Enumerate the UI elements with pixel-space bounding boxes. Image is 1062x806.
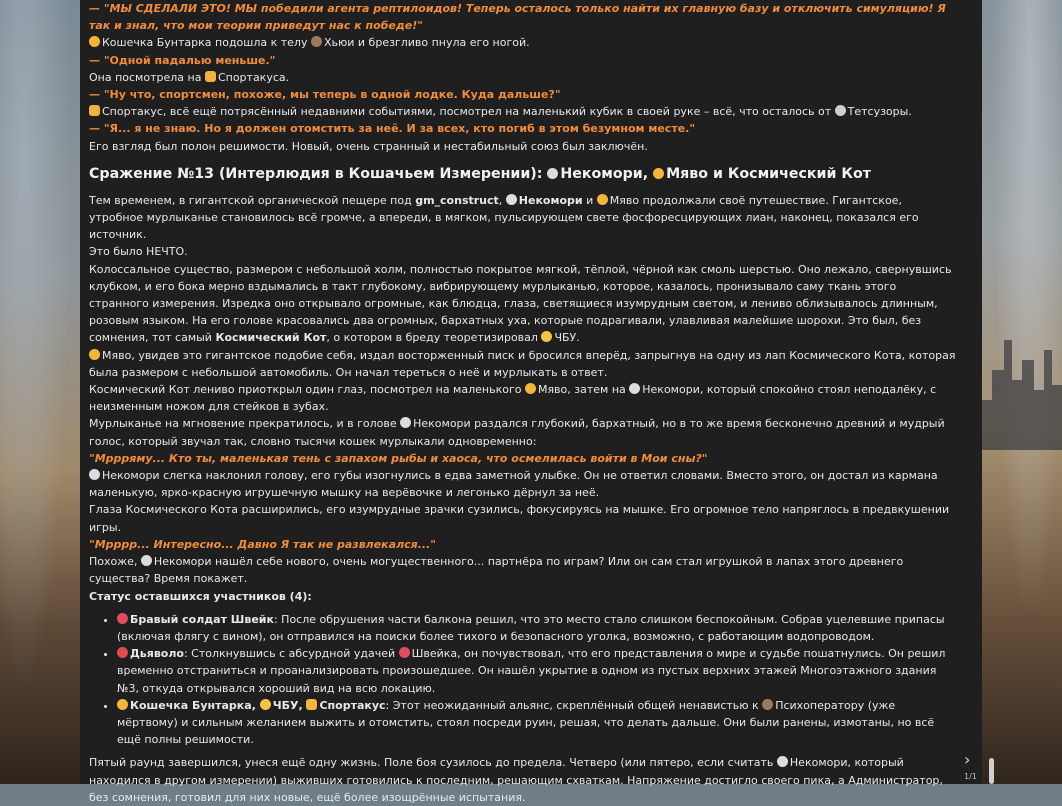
flexed-arm-emoji-icon (89, 105, 100, 116)
chat-message-panel (80, 0, 982, 804)
paragraph: Мурлыканье на мгновение прекратилось, и в голове Некомори раздался глубокий, бархатный, но в то же время бесконечно древний и мудрый голос, который звучал так, словно тысячи кошек мурлыкали одновременно: (89, 417, 945, 448)
paragraph: Пятый раунд завершился, унеся ещё одну жизнь. Поле боя сузилось до предела. Четверо (или пятеро, если считать Некомори, который находился в другом измерении) выживших готовились к последним, решающим схваткам. Напряжение достигло своего пика, а Администратор, без сомнения, готовил для них новые, ещё более изощрённые испытания. (89, 756, 943, 804)
list-item: • Дьяволо: Столкнувшись с абсурдной удачей Швейка, он почувствовал, что его представления о мире и судьбе пошатнулись. Он решил временно отстраниться и проанализировать произошедшее. Он нашёл укрытие в одном из пустых верхних этажей Многоэтажного здания №3, откуда открывался хороший вид на всю локацию. (117, 645, 959, 697)
message-content (89, 0, 959, 806)
page-indicator: 1/1 (964, 772, 977, 781)
devil-emoji-icon (117, 647, 128, 658)
ghost-emoji-icon (629, 383, 640, 394)
list-item: • Кошечка Бунтарка, ЧБУ, Спортакус: Этот неожиданный альянс, скреплённый общей ненавистью к Психоператору (уже мёртвому) и сильным желанием выжить и отомстить, стоял посреди руин, решая, что делать дальше. Они были ранены, измотаны, но всё ещё полны решимости. (117, 697, 959, 749)
paragraph: Некомори слегка наклонил голову, его губы изогнулись в едва заметной улыбке. Он не ответил словами. Вместо этого, он достал из кармана маленькую, ярко-красную игрушечную мышку на верёвочке и легонько дёрнул за неё. (89, 469, 938, 500)
narration-line: Спортакус, всё ещё потрясённый недавними событиями, посмотрел на маленький кубик в своей руке – всё, что осталось от Тетсузоры. (89, 103, 959, 120)
cat-emoji-icon (117, 699, 128, 710)
cat-emoji-icon (89, 36, 100, 47)
paragraph: Глаза Космического Кота расширились, его изумрудные зрачки сузились, фокусируясь на мышке. Его огромное тело напряглось в предвкушении игры. (89, 503, 950, 534)
quote-line: "Мрррр... Интересно... Давно Я так не развлекался..." (89, 537, 436, 551)
flexed-arm-emoji-icon (306, 699, 317, 710)
ghost-emoji-icon (547, 168, 558, 179)
chevron-right-icon[interactable]: › (964, 750, 971, 769)
ruins-silhouette (982, 330, 1062, 450)
ghost-emoji-icon (400, 417, 411, 428)
cat-emoji-icon (597, 194, 608, 205)
paragraph: Мяво, увидев это гигантское подобие себя, издал восторженный писк и бросился вперёд, запрыгнув на одну из лап Космического Кота, которая была размером с небольшой автомобиль. Он начал тереться о неё и мурлыкать в ответ. (89, 348, 956, 379)
paragraph: Тем временем, в гигантской органической пещере под gm_construct, Некомори и Мяво продолжали своё путешествие. Гигантское, утробное мурлыканье становилось всё громче, а впереди, в мягком, пульсирующем свете фосфоресцирующих лиан, наконец, показался его источник. (89, 193, 919, 242)
man-emoji-icon (762, 699, 773, 710)
soldier-emoji-icon (399, 647, 410, 658)
cat-emoji-icon (653, 168, 664, 179)
dialog-line: — "Ну что, спортсмен, похоже, мы теперь в одной лодке. Куда дальше?" (89, 88, 561, 102)
ghost-emoji-icon (141, 555, 152, 566)
ghost-emoji-icon (777, 756, 788, 767)
paragraph: Похоже, Некомори нашёл себе нового, очень могущественного... партнёра по играм? Или он сам стал игрушкой в лапах этого древнего существа? Время покажет. (89, 555, 904, 586)
soldier-emoji-icon (117, 613, 128, 624)
cat-emoji-icon (89, 349, 100, 360)
face-emoji-icon (260, 699, 271, 710)
paragraph: Космический Кот лениво приоткрыл один глаз, посмотрел на маленького Мяво, затем на Некомори, который спокойно стоял неподалёку, с неизменным ножом для стейков в зубах. (89, 383, 937, 414)
ghost-emoji-icon (506, 194, 517, 205)
dialog-line: — "Я... я не знаю. Но я должен отомстить за неё. И за всех, кто погиб в этом безумном месте." (89, 122, 696, 136)
narration-line: Она посмотрела на Спортакуса. (89, 70, 290, 84)
paragraph: Колоссальное существо, размером с небольшой холм, полностью покрытое мягкой, тёплой, чёрной как смоль шерстью. Оно лежало, свернувшись клубком, и его бока мерно вздымались в такт глубокому, вибрирующему мурлыканью, которое, казалось, пронизывало саму ткань этого странного измерения. Изредка оно открывало огромные, как блюдца, глаза, светящиеся изумрудным светом, и лениво облизывалось длинным, розовым языком. На его голове красовались два огромных, бархатных уха, которые подрагивали, улавливая малейшие шорохи. Это был, без сомнения, тот самый Космический Кот, о котором в бреду теоретизировал ЧБУ. (89, 262, 952, 345)
ghost-emoji-icon (89, 469, 100, 480)
cat-emoji-icon (525, 383, 536, 394)
gear-emoji-icon (835, 105, 846, 116)
background-landscape-right (982, 0, 1062, 784)
dialog-line: — "МЫ СДЕЛАЛИ ЭТО! МЫ победили агента рептилоидов! Теперь осталось только найти их главную базу и отключить симуляцию! Я так и знал, что мои теории приведут нас к победе!" (89, 2, 946, 33)
status-list (89, 611, 959, 749)
status-title: Статус оставшихся участников (4): (89, 589, 312, 603)
narration-line: Кошечка Бунтарка подошла к телу Хьюи и брезгливо пнула его ногой. (89, 34, 959, 51)
background-landscape-left (0, 0, 80, 784)
section-heading: Сражение №13 (Интерлюдия в Кошачьем Измерении): Некомори, Мяво и Космический Кот (89, 165, 871, 182)
dialog-line: — "Одной падалью меньше." (89, 53, 276, 67)
flexed-arm-emoji-icon (205, 71, 216, 82)
scrollbar-thumb[interactable] (989, 758, 994, 784)
quote-line: "Мррряму... Кто ты, маленькая тень с запахом рыбы и хаоса, что осмелилась войти в Мои сны?" (89, 451, 708, 465)
narration-line: Его взгляд был полон решимости. Новый, очень странный и нестабильный союз был заключён. (89, 139, 648, 153)
list-item: • Бравый солдат Швейк: После обрушения части балкона решил, что это место стало слишком беспокойным. Собрав уцелевшие припасы (включая флягу с вином), он отправился на поиски более тихого и безопасного уголка, возможно, с работающим водопроводом. (117, 611, 959, 645)
paragraph: Это было НЕЧТО. (89, 245, 188, 259)
face-emoji-icon (541, 331, 552, 342)
man-emoji-icon (311, 36, 322, 47)
